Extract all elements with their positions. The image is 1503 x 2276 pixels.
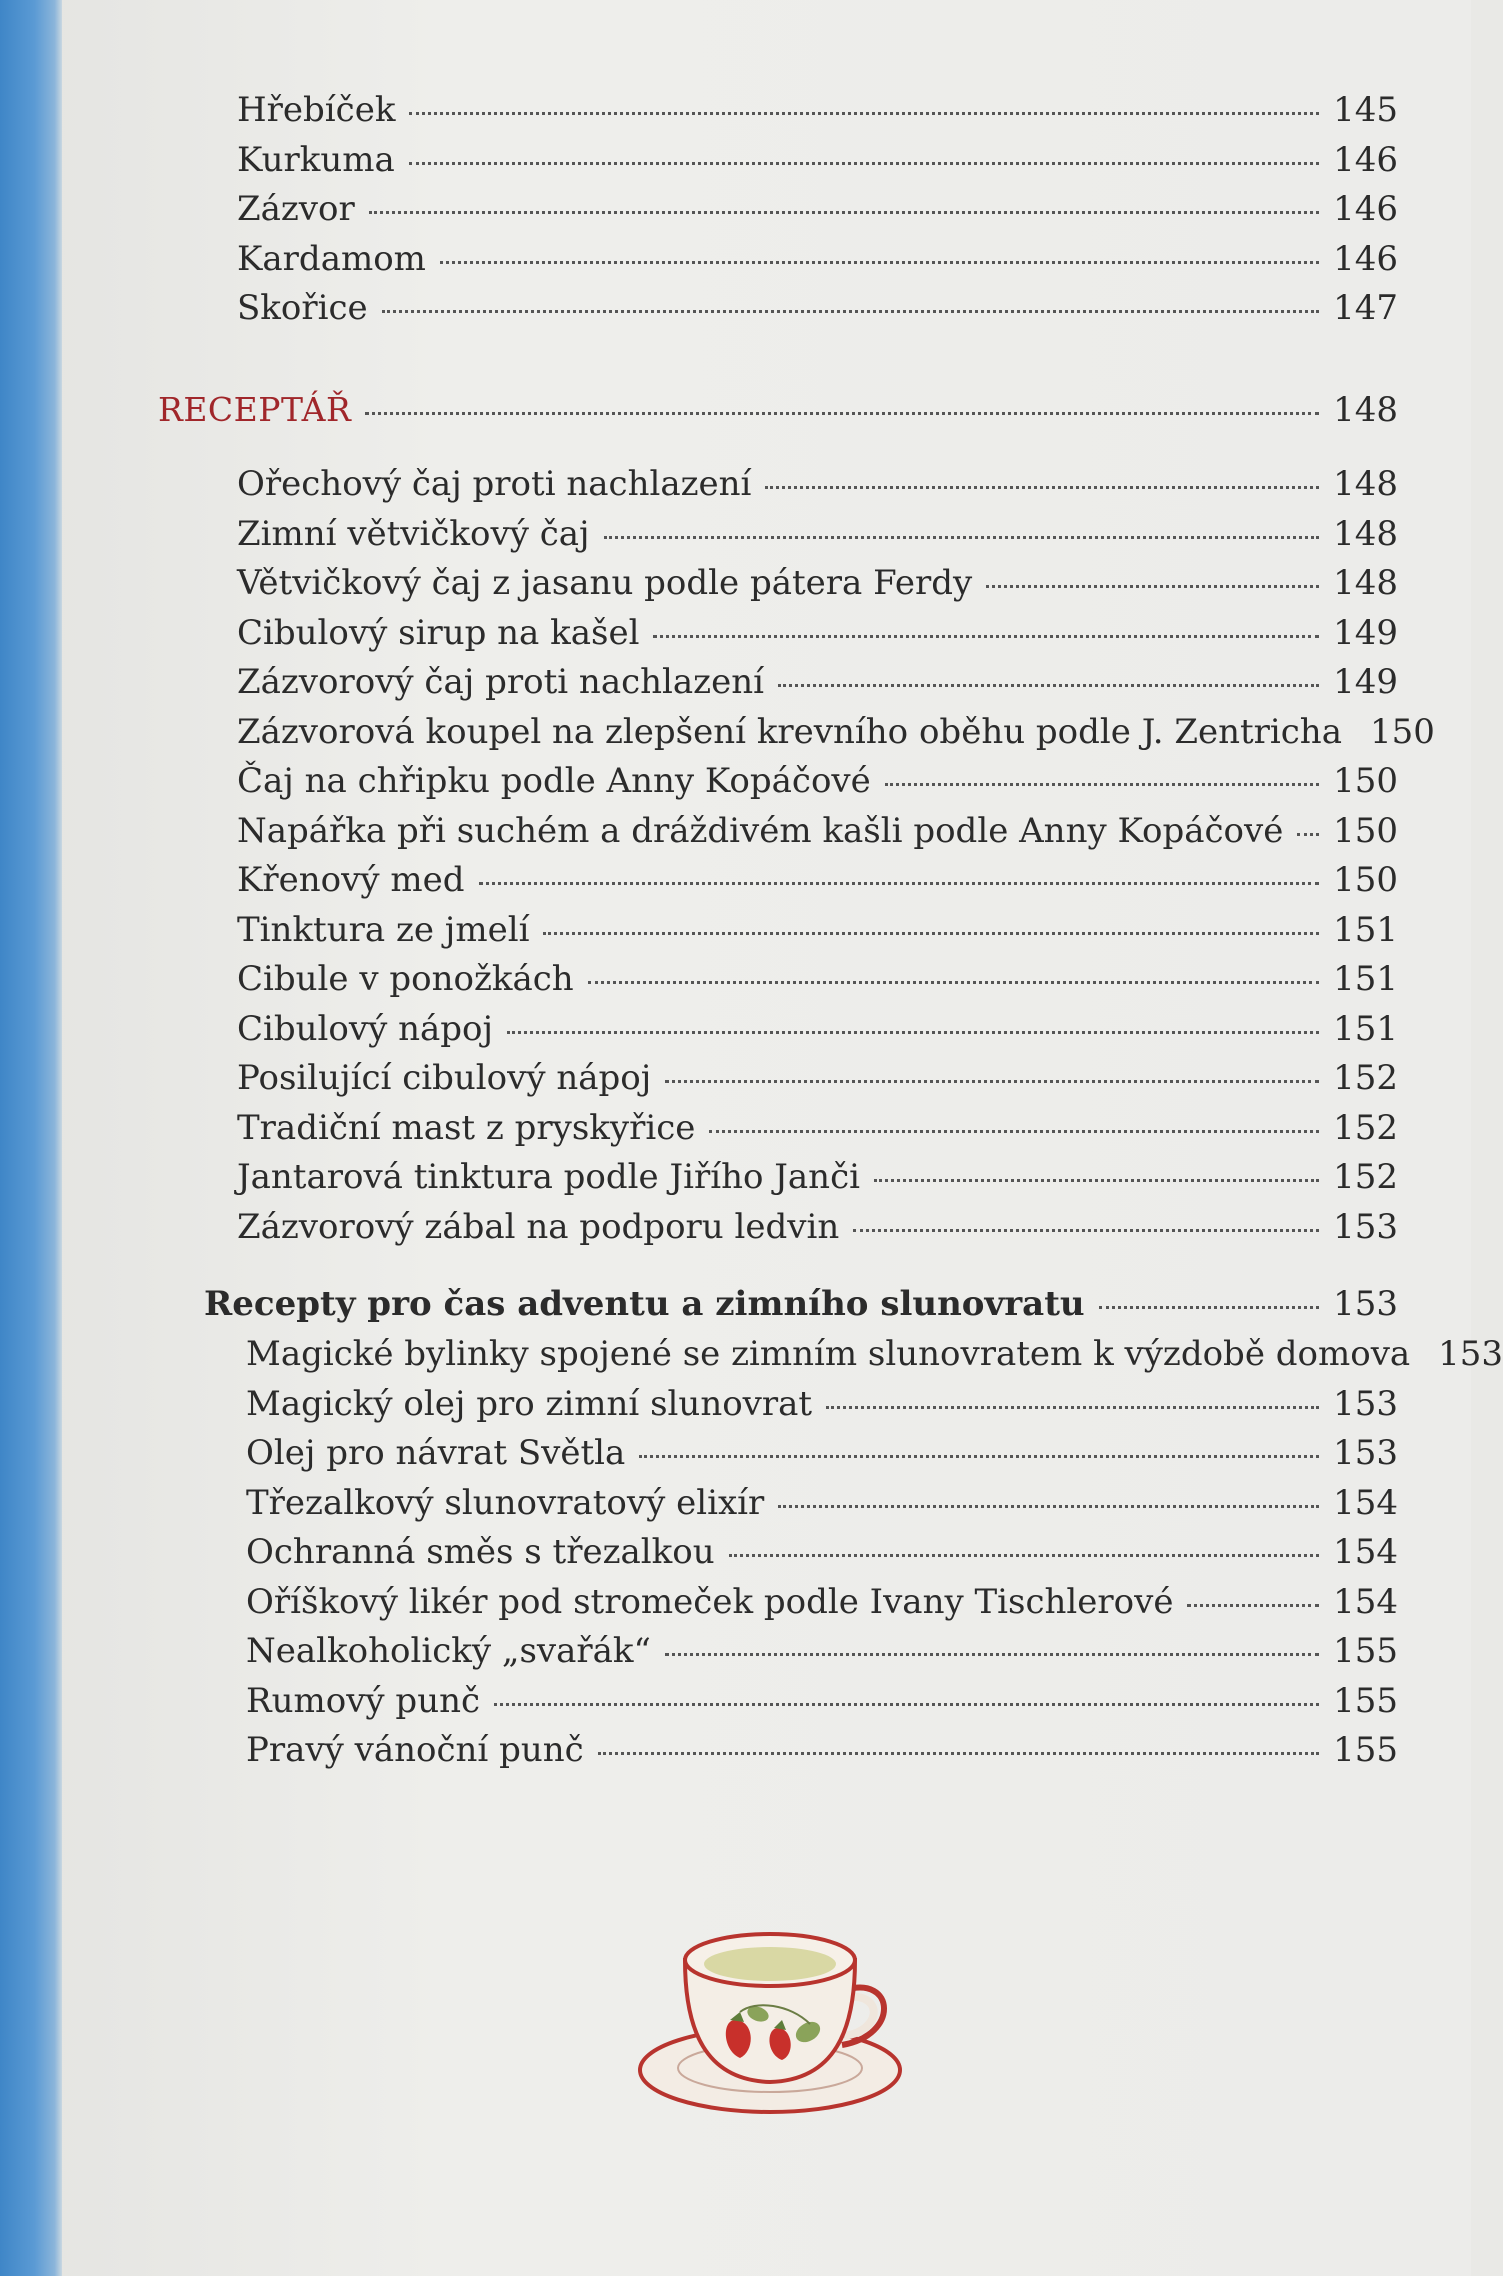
toc-entry	[237, 510, 1398, 559]
toc-page-number: 153	[1333, 1284, 1398, 1324]
toc-entry	[246, 1726, 1398, 1775]
toc-entry	[237, 955, 1398, 1004]
toc-entry-title: Zázvorová koupel na zlepšení krevního oběhu podle J. Zentricha	[237, 711, 1342, 752]
toc-page-number: 152	[1333, 1058, 1398, 1098]
toc-page-number: 155	[1333, 1631, 1398, 1671]
toc-page-number: 150	[1333, 810, 1398, 851]
toc-entry	[237, 136, 1398, 185]
toc-page-number: 149	[1333, 612, 1398, 653]
toc-entry-title: Kardamom	[237, 238, 426, 279]
toc-entry-title: Nealkoholický „svařák“	[246, 1631, 651, 1671]
blue-spine-strip	[0, 0, 62, 2276]
toc-entry-title: Křenový med	[237, 860, 465, 900]
toc-page-number: 150	[1333, 761, 1398, 801]
toc-entry	[237, 609, 1398, 658]
toc-page-number: 151	[1333, 1008, 1398, 1049]
toc-entry	[246, 1677, 1398, 1726]
toc-page-number: 148	[1333, 563, 1398, 603]
toc-page-number: 146	[1333, 139, 1398, 180]
toc-entry	[237, 185, 1398, 234]
toc-entry	[246, 1627, 1398, 1676]
dot-leader	[986, 585, 1319, 588]
toc-page-number: 154	[1333, 1482, 1398, 1523]
toc-page-number: 149	[1333, 662, 1398, 702]
toc-entry-title: Zázvorový čaj proti nachlazení	[237, 662, 764, 702]
dot-leader	[369, 211, 1319, 214]
dot-leader	[1187, 1604, 1319, 1607]
toc-entry	[246, 1429, 1398, 1478]
dot-leader	[1099, 1306, 1319, 1309]
toc-entry-title: Větvičkový čaj z jasanu podle pátera Ferdy	[237, 563, 973, 603]
toc-page-number: 145	[1333, 90, 1398, 130]
toc-entry	[237, 906, 1398, 955]
dot-leader	[507, 1031, 1319, 1034]
toc-page-number: 153	[1438, 1334, 1503, 1374]
dot-leader	[729, 1554, 1319, 1557]
toc-entry-title: Zázvor	[237, 189, 355, 229]
toc-page-number: 148	[1333, 513, 1398, 554]
toc-entry-title: Olej pro návrat Světla	[246, 1433, 626, 1473]
toc-entry	[246, 1479, 1398, 1528]
dot-leader	[409, 162, 1319, 165]
dot-leader	[440, 261, 1319, 264]
toc-page-number: 152	[1333, 1157, 1398, 1197]
toc-page-number: 148	[1333, 390, 1398, 430]
dot-leader	[853, 1229, 1319, 1232]
toc-entry	[237, 235, 1398, 284]
toc-page-number: 146	[1333, 189, 1398, 229]
toc-entry	[246, 1380, 1398, 1429]
toc-entry-title: Kurkuma	[237, 139, 395, 180]
toc-page-number: 154	[1333, 1532, 1398, 1572]
toc-entry-title: Třezalkový slunovratový elixír	[246, 1482, 765, 1523]
dot-leader	[382, 310, 1319, 313]
toc-page-number: 155	[1333, 1680, 1398, 1721]
toc-entry-title: Napářka při suchém a dráždivém kašli podle Anny Kopáčové	[237, 810, 1284, 851]
toc-page-number: 155	[1333, 1730, 1398, 1770]
dot-leader	[778, 684, 1319, 687]
dot-leader	[665, 1653, 1319, 1656]
dot-leader	[826, 1406, 1319, 1409]
toc-entry	[246, 1330, 1503, 1379]
toc-entry	[237, 284, 1398, 333]
dot-leader	[1297, 833, 1319, 836]
toc-entry-title: Cibulový nápoj	[237, 1008, 494, 1049]
toc-entry	[246, 1528, 1398, 1577]
toc-entry	[237, 757, 1398, 806]
teacup-with-strawberries-icon	[630, 1920, 920, 2120]
toc-entry-title: Cibule v ponožkách	[237, 959, 574, 999]
dot-leader	[598, 1752, 1319, 1755]
toc-entry-title: Skořice	[237, 288, 368, 328]
toc-entry-title: Hřebíček	[237, 90, 396, 130]
toc-entry-title: RECEPTÁŘ	[158, 390, 352, 429]
toc-page-number: 151	[1333, 909, 1398, 950]
toc-entry	[237, 460, 1398, 509]
dot-leader	[365, 412, 1319, 415]
toc-entry	[237, 1054, 1398, 1103]
dot-leader	[494, 1703, 1319, 1706]
toc-entry-title: Recepty pro čas adventu a zimního slunovratu	[204, 1284, 1085, 1324]
toc-entry-title: Jantarová tinktura podle Jiřího Janči	[237, 1157, 860, 1197]
toc-entry-title: Zimní větvičkový čaj	[237, 513, 590, 554]
toc-entry-title: Tradiční mast z pryskyřice	[237, 1107, 696, 1148]
toc-entry	[237, 1153, 1398, 1202]
toc-entry-title: Čaj na chřipku podle Anny Kopáčové	[237, 761, 871, 801]
toc-subsection-heading	[204, 1280, 1398, 1329]
dot-leader	[778, 1505, 1319, 1508]
dot-leader	[604, 536, 1320, 539]
toc-page-number: 154	[1333, 1581, 1398, 1622]
toc-entry-title: Rumový punč	[246, 1680, 481, 1721]
dot-leader	[885, 783, 1319, 786]
toc-entry	[246, 1578, 1398, 1627]
toc-entry-title: Ochranná směs s třezalkou	[246, 1532, 715, 1572]
toc-section-heading	[158, 385, 1398, 434]
toc-page-number: 148	[1333, 464, 1398, 504]
toc-entry-title: Cibulový sirup na kašel	[237, 612, 640, 653]
toc-page-number: 153	[1333, 1383, 1398, 1424]
dot-leader	[588, 981, 1319, 984]
toc-page-number: 153	[1333, 1433, 1398, 1473]
toc-entry-title: Magické bylinky spojené se zimním slunovratem k výzdobě domova	[246, 1334, 1411, 1374]
toc-page-number: 147	[1333, 288, 1398, 328]
toc-entry	[237, 807, 1398, 856]
toc-entry	[237, 856, 1398, 905]
dot-leader	[709, 1130, 1319, 1133]
toc-page-number: 153	[1333, 1206, 1398, 1247]
dot-leader	[765, 486, 1319, 489]
toc-page-number: 150	[1369, 711, 1435, 752]
toc-page-number: 151	[1333, 959, 1398, 999]
toc-page-number: 150	[1333, 860, 1398, 900]
toc-page-number: 146	[1333, 238, 1398, 279]
dot-leader	[665, 1080, 1319, 1083]
toc-entry-title: Pravý vánoční punč	[246, 1730, 584, 1770]
toc-entry	[237, 658, 1398, 707]
toc-entry	[237, 1203, 1398, 1252]
toc-entry	[237, 86, 1398, 135]
toc-entry-title: Posilující cibulový nápoj	[237, 1058, 652, 1098]
toc-entry-title: Zázvorový zábal na podporu ledvin	[237, 1206, 840, 1247]
toc-entry-title: Tinktura ze jmelí	[237, 909, 530, 950]
toc-entry-title: Oříškový likér pod stromeček podle Ivany Tischlerové	[246, 1581, 1174, 1622]
toc-entry-title: Magický olej pro zimní slunovrat	[246, 1383, 813, 1424]
dot-leader	[639, 1455, 1319, 1458]
toc-page-number: 152	[1333, 1107, 1398, 1148]
toc-entry	[237, 708, 1435, 757]
dot-leader	[543, 932, 1319, 935]
dot-leader	[653, 635, 1319, 638]
toc-entry-title: Ořechový čaj proti nachlazení	[237, 464, 752, 504]
toc-entry	[237, 1005, 1398, 1054]
toc-entry	[237, 1104, 1398, 1153]
toc-entry	[237, 559, 1398, 608]
dot-leader	[479, 882, 1320, 885]
dot-leader	[874, 1179, 1319, 1182]
dot-leader	[409, 112, 1319, 115]
